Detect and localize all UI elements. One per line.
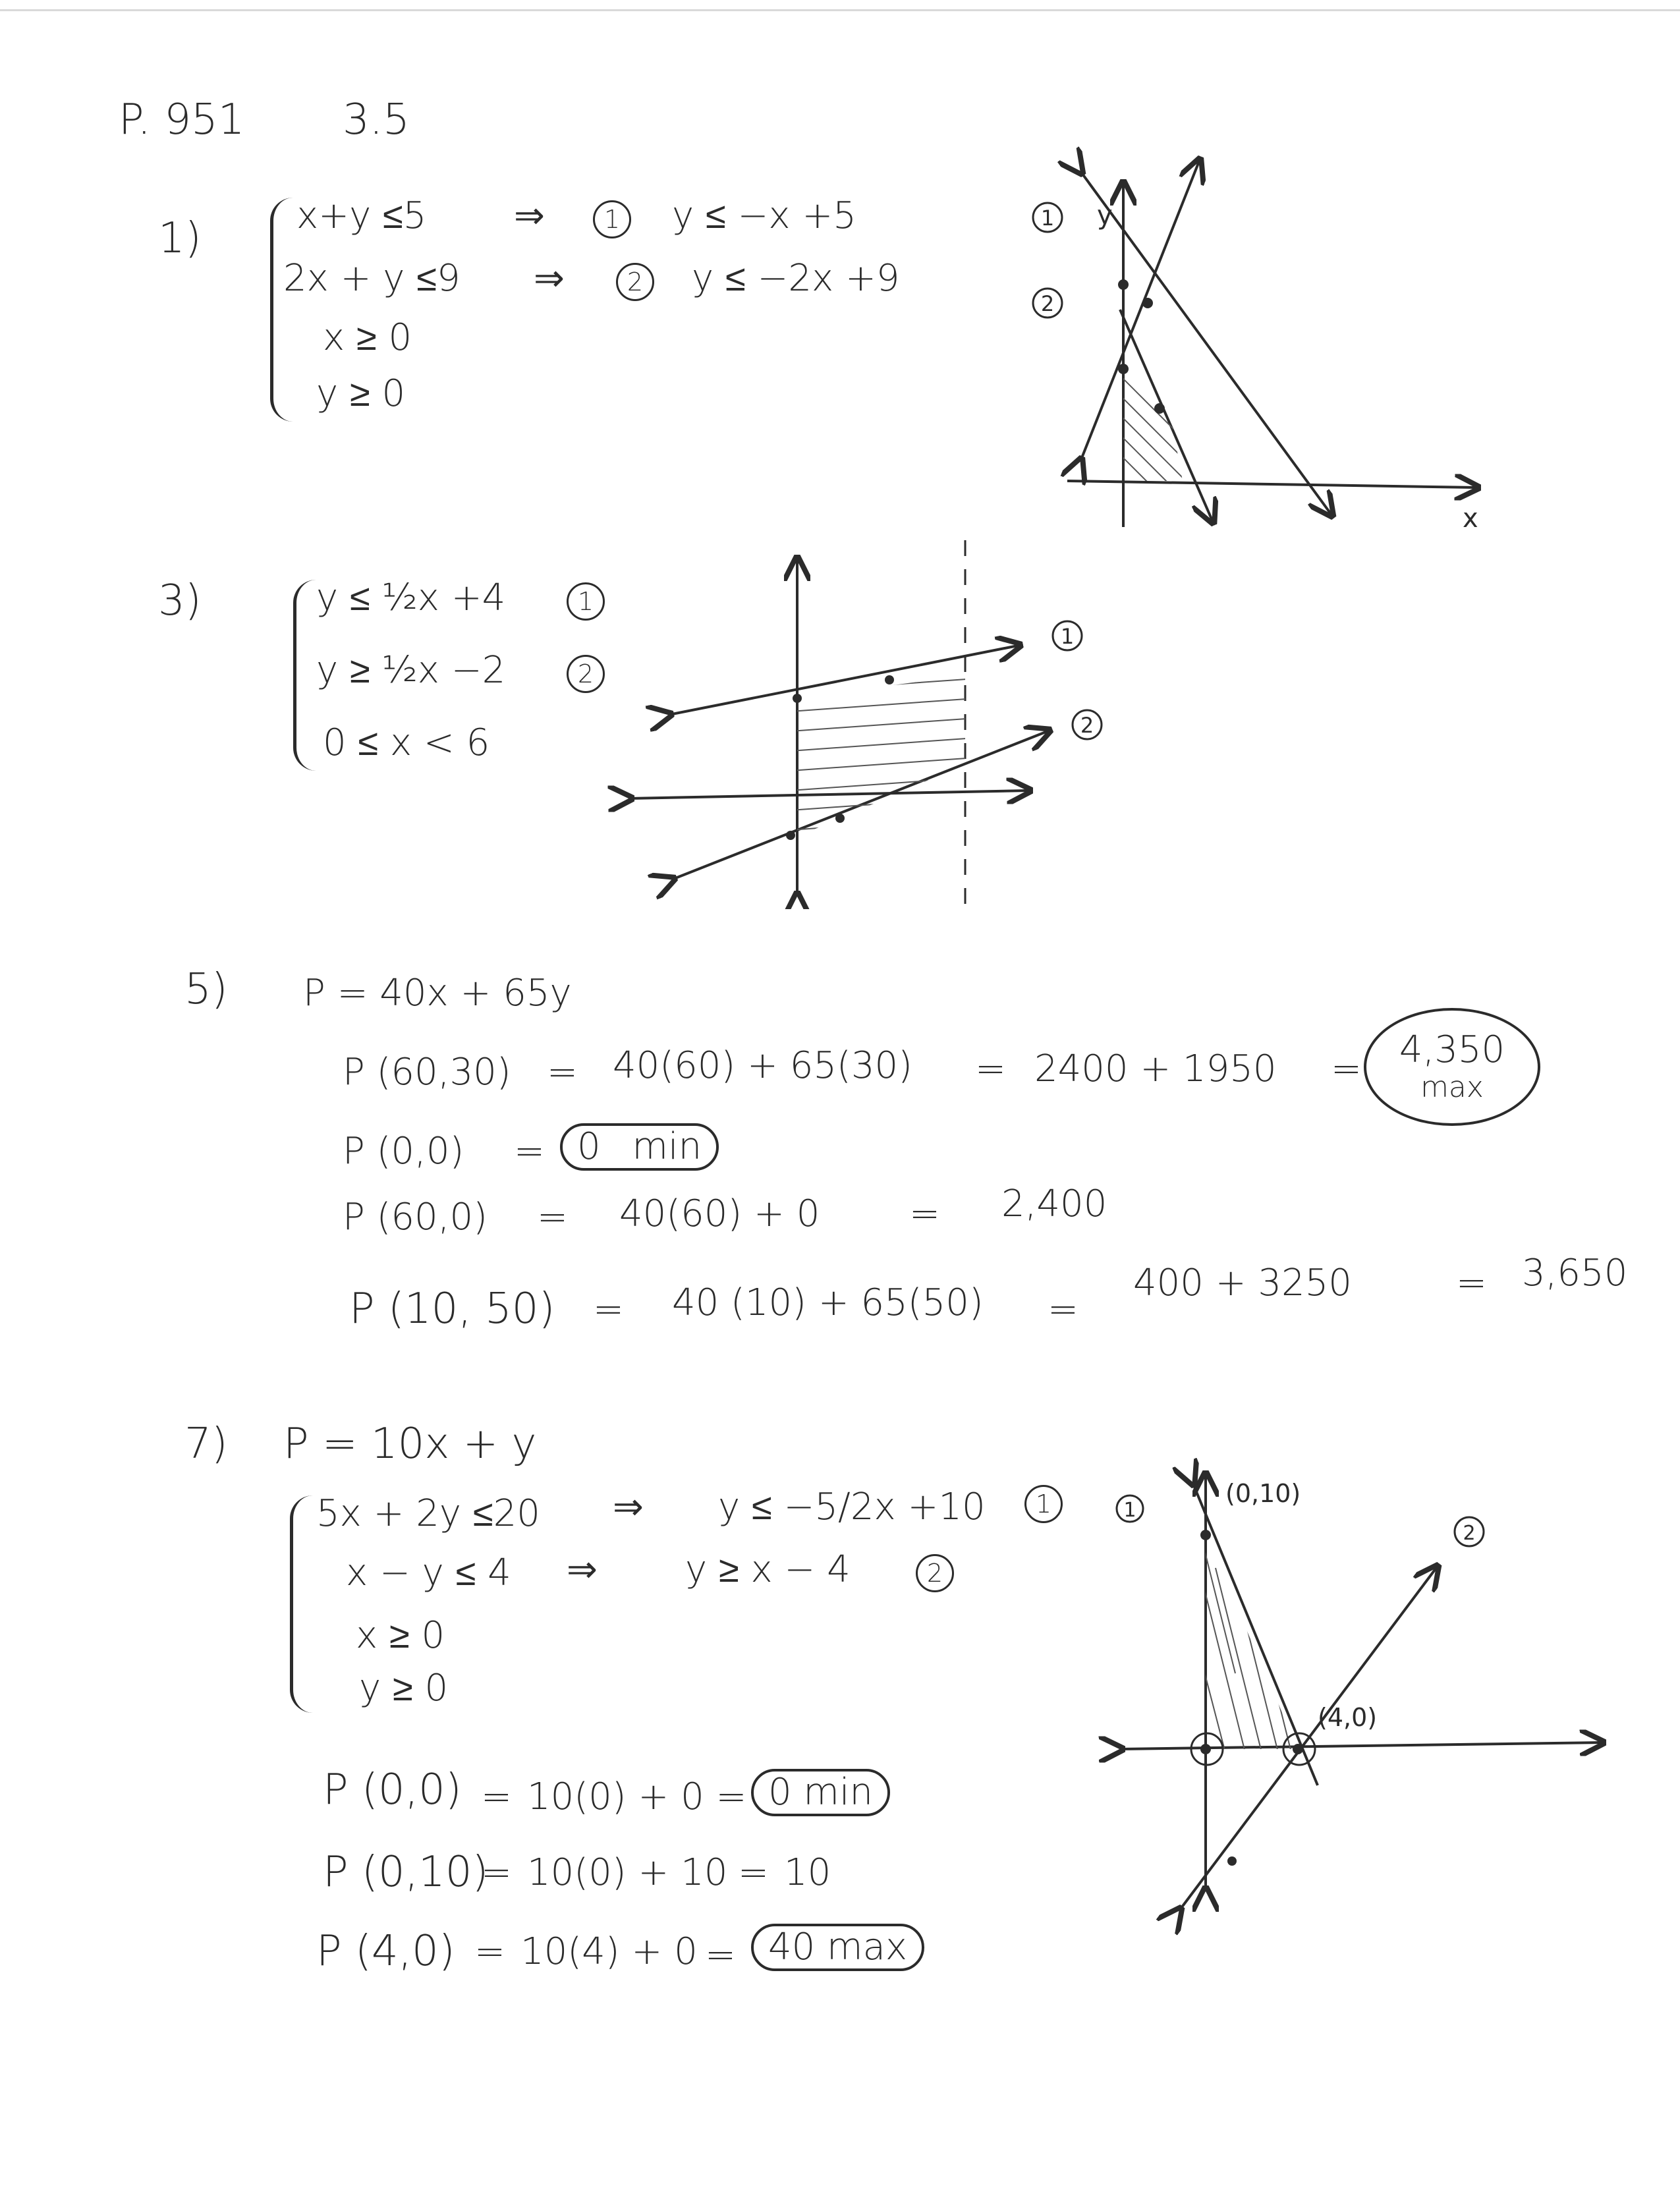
problem-5-max-note: max: [1420, 1071, 1484, 1105]
problem-5-row-1-value: 2400 + 1950: [1034, 1047, 1277, 1090]
problem-5-row-4-expr: 40 (10) + 65(50): [672, 1281, 984, 1324]
problem-7-row-3-expr: 10(4) + 0: [520, 1930, 698, 1973]
problem-7-point: [1200, 1530, 1211, 1540]
problem-5-max-circle: [1364, 1008, 1540, 1126]
problem-3-feasible-region: [791, 679, 975, 830]
problem-1-line-1: [1080, 171, 1331, 514]
problem-5-max-value: 4,350: [1399, 1028, 1505, 1071]
problem-7-rewrite-2: y ≥ x − 4: [685, 1548, 851, 1591]
problem-1-arrow-2: ⇒: [534, 257, 565, 300]
problem-1-point: [1154, 403, 1165, 414]
problem-7-rewrite-1: y ≤ −5/2x +10: [718, 1486, 986, 1528]
page-number: P. 951: [119, 96, 245, 144]
problem-5-row-1-eq: =: [547, 1051, 578, 1094]
problem-1-constraint-3: x ≥ 0: [323, 316, 412, 359]
problem-1-constraint-1: x+y ≤5: [296, 194, 427, 237]
problem-1-line-2-lower: [1120, 310, 1212, 520]
top-edge-rule: [0, 9, 1680, 11]
problem-5-row-4-result: 3,650: [1522, 1252, 1628, 1295]
problem-7-row-2-expr: 10(0) + 10: [527, 1851, 728, 1894]
problem-1-line-2-label: 2: [1040, 291, 1055, 316]
problem-7-point-1-label: (0,10): [1225, 1479, 1301, 1508]
problem-5-row-1-eq3: =: [1331, 1047, 1362, 1090]
problem-7-constraint-1: 5x + 2y ≤20: [316, 1492, 540, 1535]
problem-5-row-1-label: P (60,30): [343, 1051, 511, 1094]
problem-7-max-circle: [751, 1924, 924, 1971]
problem-7-point: [1293, 1744, 1303, 1754]
problem-1-number: 1): [158, 214, 202, 263]
problem-1-line-1-label: 1: [1040, 206, 1055, 231]
problem-3-number: 3): [158, 576, 202, 625]
problem-5-row-1-expr: 40(60) + 65(30): [613, 1044, 912, 1087]
problem-5-row-3-value: 2,400: [1001, 1183, 1107, 1225]
problem-1-x-axis: [1067, 481, 1476, 488]
problem-7-number: 7): [184, 1420, 228, 1468]
problem-7-line-1-label: 1: [1123, 1499, 1136, 1522]
problem-5-objective: P = 40x + 65y: [303, 972, 572, 1015]
problem-7-row-3-eq: =: [474, 1930, 505, 1973]
problem-7-point: [1227, 1856, 1237, 1866]
problem-7-line-2-label: 2: [1463, 1522, 1476, 1545]
problem-5-row-2-eq: =: [514, 1130, 545, 1173]
problem-5-min-circle: [560, 1123, 719, 1171]
problem-5-min-value: 0: [577, 1125, 601, 1168]
problem-7-graph: [1094, 1436, 1621, 1937]
problem-7-arrow-1: ⇒: [613, 1486, 644, 1528]
problem-3-line-1: [669, 646, 1018, 715]
problem-3-constraint-1: y ≤ ½x +4: [316, 576, 506, 619]
section-number: 3.5: [343, 96, 410, 144]
problem-5-row-4-label: P (10, 50): [349, 1285, 555, 1333]
problem-1-x-label: x: [1463, 503, 1478, 534]
problem-3-brace: [293, 580, 316, 771]
problem-3-graph: [606, 540, 1160, 909]
problem-5-min-note: min: [632, 1125, 702, 1168]
problem-3-x-axis: [629, 791, 1028, 798]
problem-5-row-4-eq2: =: [1048, 1288, 1078, 1331]
problem-1-constraint-2: 2x + y ≤9: [283, 257, 461, 300]
problem-3-tag-1: 1: [567, 580, 605, 621]
problem-5-row-4-eq3: =: [1456, 1262, 1487, 1304]
problem-3-line-2-label: 2: [1080, 713, 1094, 738]
problem-1-point: [1142, 298, 1153, 308]
problem-7-constraint-3: x ≥ 0: [356, 1614, 445, 1657]
problem-3-point: [885, 675, 894, 684]
problem-7-row-2-label: P (0,10): [323, 1848, 489, 1897]
problem-1-tag-1: 1: [593, 198, 631, 238]
problem-7-arrow-2: ⇒: [567, 1548, 598, 1591]
problem-1-constraint-4: y ≥ 0: [316, 372, 406, 415]
problem-5-row-3-expr: 40(60) + 0: [619, 1192, 820, 1235]
problem-1-tag-2: 2: [616, 260, 654, 301]
problem-7-row-2-value: 10: [784, 1851, 831, 1894]
problem-3-constraint-3: 0 ≤ x < 6: [323, 721, 490, 764]
problem-3-line-1-label: 1: [1060, 624, 1075, 649]
problem-5-row-4-eq: =: [593, 1288, 624, 1331]
problem-7-row-2-eq2: =: [738, 1851, 769, 1894]
problem-7-row-3-label: P (4,0): [316, 1927, 455, 1976]
problem-7-tag-2: 2: [916, 1551, 954, 1592]
problem-7-feasible-region: [1186, 1528, 1295, 1766]
problem-7-brace: [290, 1495, 313, 1713]
problem-3-tag-2: 2: [567, 652, 605, 693]
problem-5-row-1-eq2: =: [975, 1047, 1006, 1090]
problem-5-row-3-eq2: =: [909, 1192, 940, 1235]
problem-1-graph: [1001, 145, 1502, 540]
problem-3-point: [793, 694, 802, 703]
problem-5-row-3-label: P (60,0): [343, 1196, 488, 1239]
problem-1-rewrite-2: y ≤ −2x +9: [692, 257, 900, 300]
problem-7-row-1-label: P (0,0): [323, 1766, 462, 1814]
problem-1-rewrite-1: y ≤ −x +5: [672, 194, 856, 237]
problem-7-point: [1200, 1744, 1211, 1754]
problem-7-min-value: 0 min: [768, 1771, 874, 1814]
problem-1-y-label: y: [1097, 200, 1113, 231]
problem-7-row-2-eq: =: [481, 1851, 512, 1894]
problem-3-point: [786, 831, 795, 840]
problem-7-max-value: 40 max: [768, 1926, 908, 1968]
problem-7-row-1-eq: =: [481, 1775, 512, 1818]
problem-3-constraint-2: y ≥ ½x −2: [316, 649, 506, 692]
problem-1-point: [1118, 279, 1129, 290]
problem-3-point: [835, 814, 845, 823]
problem-5-number: 5): [184, 965, 228, 1014]
problem-7-row-1-expr: 10(0) + 0 =: [527, 1775, 747, 1818]
problem-7-min-circle: [751, 1769, 890, 1816]
problem-1-arrow-1: ⇒: [514, 194, 545, 237]
problem-5-row-3-eq: =: [537, 1196, 568, 1239]
problem-7-objective: P = 10x + y: [283, 1420, 537, 1468]
problem-1-point: [1118, 364, 1129, 374]
problem-1-brace: [270, 198, 293, 422]
problem-7-row-3-eq2: =: [705, 1934, 736, 1976]
problem-7-constraint-4: y ≥ 0: [359, 1667, 449, 1710]
problem-5-row-2-label: P (0,0): [343, 1130, 464, 1173]
problem-7-line-1: [1192, 1482, 1318, 1785]
problem-7-tag-1: 1: [1024, 1482, 1063, 1523]
problem-7-line-2: [1179, 1568, 1436, 1910]
problem-5-row-4-value: 400 + 3250: [1133, 1262, 1352, 1304]
problem-7-constraint-2: x − y ≤ 4: [346, 1551, 511, 1594]
problem-7-point-2-label: (4,0): [1318, 1703, 1378, 1732]
